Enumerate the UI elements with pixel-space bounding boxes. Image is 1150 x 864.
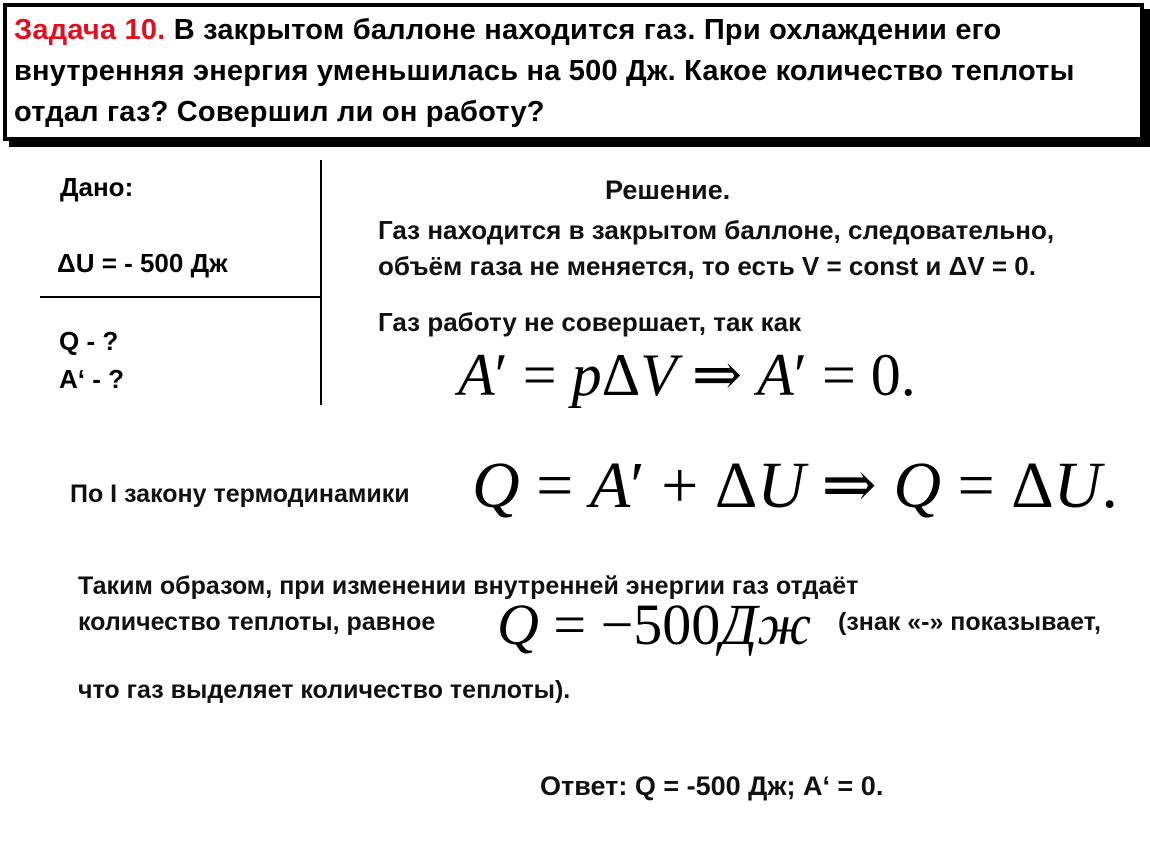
conclusion-line1: Таким образом, при изменении внутренней энергии газ отдаёт — [78, 572, 859, 600]
find-q: Q - ? — [59, 326, 119, 356]
law-plus-delta: + Δ — [644, 449, 758, 522]
work-v: V — [640, 342, 677, 408]
law-q2: Q — [893, 449, 941, 522]
work-p: p — [571, 342, 602, 408]
result-formula — [497, 592, 811, 658]
task-statement — [14, 10, 1129, 133]
conclusion-line3: что газ выделяет количество теплоты). — [78, 676, 571, 704]
law-implies: ⇒ — [805, 449, 894, 522]
work-prime2: ′ — [793, 342, 807, 408]
law-u1: U — [757, 449, 806, 522]
result-eq: = −500 — [538, 592, 721, 657]
result-q: Q — [497, 592, 539, 657]
task-label: Задача 10. — [14, 14, 166, 46]
first-law-formula — [472, 448, 1118, 524]
work-delta: Δ — [601, 342, 641, 408]
work-formula — [458, 340, 916, 410]
given-delta-u: ΔU = - 500 Дж — [57, 248, 228, 278]
task-text: В закрытом баллоне находится газ. При охлаждении его внутренняя энергия уменьшилась на 500 Дж. Какое количество теплоты отдал газ? Совершил ли он работу? — [14, 14, 1075, 128]
solution-para2: Газ работу не совершает, так как — [378, 307, 802, 337]
given-heading: Дано: — [60, 172, 134, 202]
work-a1: A — [458, 342, 495, 408]
conclusion-line2-b: (знак «-» показывает, — [838, 608, 1101, 636]
result-unit: Дж — [720, 592, 812, 657]
work-prime1: ′ — [494, 342, 508, 408]
law-end: . — [1101, 449, 1118, 522]
law-u2: U — [1053, 449, 1102, 522]
solution-para1-line2: объём газа не меняется, то есть V = const и ΔV = 0. — [378, 251, 1036, 281]
law-a: A — [589, 449, 631, 522]
work-implies: ⇒ — [676, 342, 758, 408]
solution-heading: Решение. — [605, 175, 731, 205]
solution-para1-line1: Газ находится в закрытом баллоне, следовательно, — [378, 215, 1055, 245]
given-divider — [40, 296, 322, 298]
work-a2: A — [757, 342, 794, 408]
work-eq1: = — [507, 342, 572, 408]
law-eq1: = — [519, 449, 590, 522]
work-eq2: = 0. — [806, 342, 916, 408]
first-law-label: По I закону термодинамики — [70, 480, 410, 508]
law-q1: Q — [472, 449, 520, 522]
answer: Ответ: Q = -500 Дж; A‘ = 0. — [540, 771, 884, 801]
law-eq2: = Δ — [941, 449, 1054, 522]
find-a: A‘ - ? — [59, 364, 124, 394]
column-divider — [320, 160, 322, 405]
law-prime: ′ — [630, 449, 645, 522]
conclusion-line2-a: количество теплоты, равное — [78, 608, 436, 636]
